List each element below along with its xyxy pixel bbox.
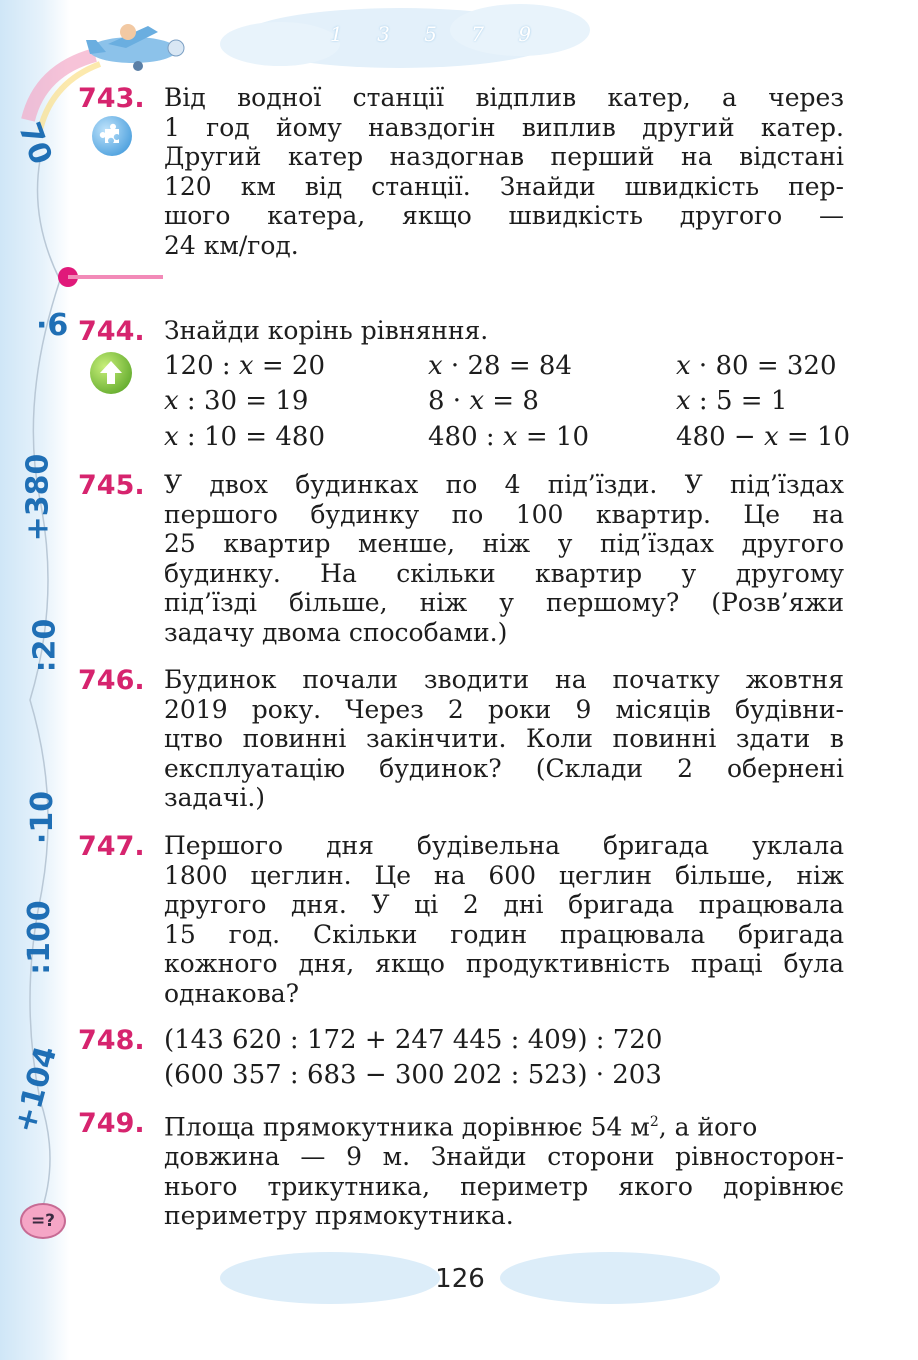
- text-line: 1 год йому навздогін виплив другий катер.: [164, 112, 844, 142]
- task-number: 746.: [78, 665, 145, 696]
- margin-number: ·10: [25, 790, 61, 845]
- task-number: 749.: [78, 1108, 145, 1139]
- text-line: [164, 1108, 844, 1142]
- text-line: Другий катер наздогнав перший на відстані: [164, 142, 844, 172]
- question-badge-label: =?: [30, 1211, 56, 1231]
- text-line: периметру прямокутника.: [164, 1201, 514, 1231]
- task-743: [78, 83, 846, 263]
- equation: 480 : x = 10: [428, 422, 589, 452]
- task-number: 745.: [78, 470, 145, 501]
- expression: (600 357 : 683 − 300 202 : 523) · 203: [164, 1060, 662, 1090]
- margin-number: :20: [27, 618, 63, 673]
- question-badge-icon: [20, 1203, 66, 1239]
- page-number: 126: [435, 1264, 485, 1294]
- text-line: однакова?: [164, 978, 300, 1008]
- task-text: [164, 831, 844, 1009]
- text-line: 24 км/год.: [164, 230, 299, 260]
- text-line: задачі.): [164, 783, 266, 813]
- text-line: довжина — 9 м. Знайди сторони рівносторон-: [164, 1141, 844, 1171]
- text-line: У двох будинках по 4 під’їзди. У під’їздах: [164, 470, 844, 499]
- text-line: експлуатацію будинок? (Склади 2 обернені: [164, 753, 844, 783]
- text-line: другого дня. У ці 2 дні бригада працювала: [164, 890, 844, 920]
- equation: x · 28 = 84: [428, 351, 572, 381]
- task-number: 748.: [78, 1025, 145, 1056]
- airplane-illustration: [78, 14, 186, 74]
- equation: x : 30 = 19: [164, 386, 309, 416]
- task-745: [78, 470, 846, 650]
- text-line: 120 км від станції. Знайди швидкість пер-: [164, 171, 844, 201]
- text-fragment: [164, 1108, 757, 1142]
- task-text: [164, 1108, 844, 1231]
- text-line: під’їзді більше, ніж у першому? (Розв’яжи: [164, 588, 844, 618]
- task-749: [78, 1108, 846, 1238]
- task-number: 747.: [78, 831, 145, 862]
- text-line: Першого дня будівельна бригада уклала: [164, 831, 844, 860]
- equation: 120 : x = 20: [164, 351, 325, 381]
- equation: x : 10 = 480: [164, 422, 325, 452]
- equation: 480 − x = 10: [676, 422, 851, 452]
- text-line: першого будинку по 100 квартир. Це на: [164, 499, 844, 529]
- expression: (143 620 : 172 + 247 445 : 409) : 720: [164, 1025, 663, 1055]
- text-line: кожного дня, якщо продуктивність праці була: [164, 949, 844, 979]
- task-number: 744.: [78, 316, 145, 347]
- margin-number: ·6: [36, 308, 69, 343]
- superscript: 2: [649, 1114, 659, 1130]
- task-747: [78, 831, 846, 1011]
- header-digits: 1 3 5 7 9: [330, 22, 546, 46]
- text-line: Від водної станції відплив катер, а через: [164, 83, 844, 112]
- equation: 8 · x = 8: [428, 386, 539, 416]
- task-number: 743.: [78, 83, 145, 114]
- task-746: [78, 665, 846, 815]
- text-line: 15 год. Скільки годин працювала бригада: [164, 919, 844, 949]
- text-line: будинку. На скільки квартир у другому: [164, 558, 844, 588]
- margin-number: :100: [21, 900, 57, 975]
- text-line: 1800 цеглин. Це на 600 цеглин більше, ніж: [164, 860, 844, 890]
- text-line: нього трикутника, периметр якого дорівнює: [164, 1171, 844, 1201]
- text-line: задачу двома способами.): [164, 617, 508, 647]
- task-748: [78, 1025, 846, 1095]
- margin-number: 70: [11, 117, 59, 170]
- text-line: Будинок почали зводити на початку жовтня: [164, 665, 844, 694]
- task-text: [164, 470, 844, 648]
- task-text: [164, 83, 844, 261]
- text-fragment: Площа прямокутника дорівнює 54 м: [164, 1112, 650, 1142]
- text-line: шого катера, якщо швидкість другого —: [164, 201, 844, 231]
- task-title: Знайди корінь рівняння.: [164, 316, 489, 345]
- margin-number: +380: [20, 453, 56, 542]
- equation: x · 80 = 320: [676, 351, 837, 381]
- text-fragment: , а його: [658, 1112, 758, 1142]
- text-line: 2019 року. Через 2 роки 9 місяців будівни-: [164, 694, 844, 724]
- task-text: [164, 665, 844, 813]
- equation: x : 5 = 1: [676, 386, 788, 416]
- text-line: 25 квартир менше, ніж у під’їздах другого: [164, 529, 844, 559]
- task-744: [78, 316, 851, 456]
- margin-number: +104: [7, 1042, 65, 1137]
- text-line: цтво повинні закінчити. Коли повинні здати в: [164, 724, 844, 754]
